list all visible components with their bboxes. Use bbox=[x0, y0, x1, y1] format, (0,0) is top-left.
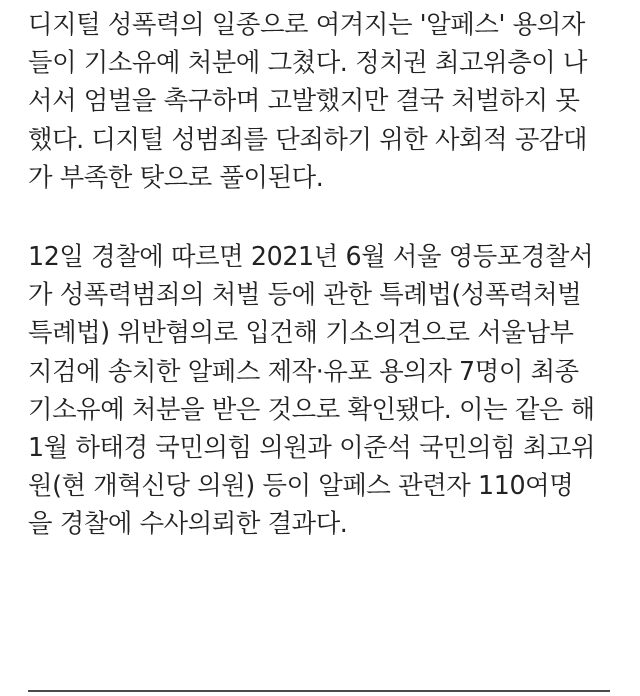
article-body bbox=[28, 6, 628, 544]
text-line: 들이 기소유예 처분에 그쳤다. 정치권 최고위층이 나 bbox=[28, 48, 588, 79]
paragraph-2 bbox=[28, 238, 628, 544]
text-line: 을 경찰에 수사의뢰한 결과다. bbox=[28, 509, 348, 540]
text-line: 원(현 개혁신당 의원) 등이 알페스 관련자 110여명 bbox=[28, 471, 574, 502]
text-line: 했다. 디지털 성범죄를 단죄하기 위한 사회적 공감대 bbox=[28, 124, 588, 155]
text-line: 가 성폭력범죄의 처벌 등에 관한 특례법(성폭력처벌 bbox=[28, 280, 582, 311]
text-line: 서서 엄벌을 촉구하며 고발했지만 결국 처벌하지 못 bbox=[28, 86, 580, 117]
text-line: 기소유예 처분을 받은 것으로 확인됐다. 이는 같은 해 bbox=[28, 394, 595, 425]
text-line: 1월 하태경 국민의힘 의원과 이준석 국민의힘 최고위 bbox=[28, 433, 596, 464]
text-line: 특례법) 위반혐의로 입건해 기소의견으로 서울남부 bbox=[28, 318, 574, 349]
paragraph-1 bbox=[28, 6, 628, 197]
text-line: 가 부족한 탓으로 풀이된다. bbox=[28, 162, 324, 193]
text-line: 지검에 송치한 알페스 제작·유포 용의자 7명이 최종 bbox=[28, 356, 579, 387]
text-line: 12일 경찰에 따르면 2021년 6월 서울 영등포경찰서 bbox=[28, 242, 594, 273]
text-line: 디지털 성폭력의 일종으로 여겨지는 '알페스' 용의자 bbox=[28, 10, 585, 40]
section-divider bbox=[28, 690, 610, 692]
